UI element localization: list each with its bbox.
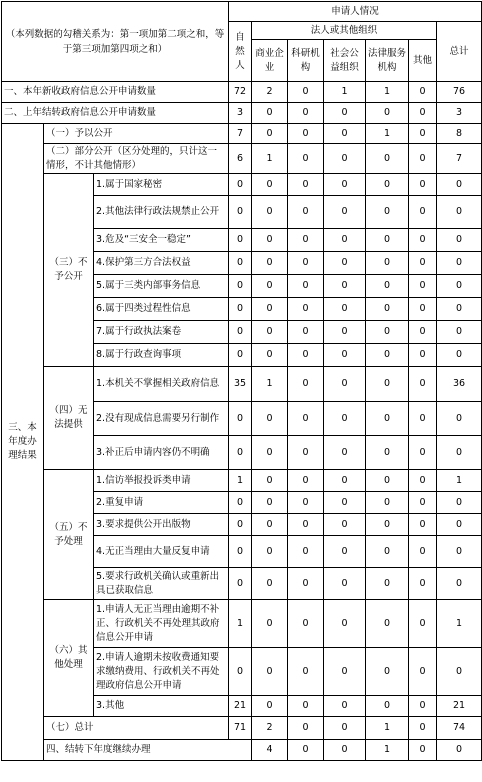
item-label: 2.重复申请	[94, 492, 229, 514]
cell: 0	[324, 717, 366, 740]
cell: 0	[324, 124, 366, 144]
cell: 0	[288, 124, 324, 144]
cell: 2	[252, 82, 288, 103]
cell: 0	[288, 103, 324, 124]
cell: 0	[324, 321, 366, 344]
cell: 0	[288, 229, 324, 252]
cell: 0	[366, 298, 409, 321]
cell: 0	[288, 568, 324, 600]
cell: 0	[366, 252, 409, 275]
cell: 0	[437, 229, 482, 252]
cell: 0	[324, 600, 366, 648]
cell: 1	[437, 600, 482, 648]
cell: 0	[288, 252, 324, 275]
cell: 0	[409, 321, 437, 344]
cell: 0	[324, 402, 366, 436]
cell: 0	[252, 600, 288, 648]
cell: 35	[229, 367, 252, 402]
cell: 0	[252, 103, 288, 124]
cell: 0	[409, 492, 437, 514]
cell: 1	[366, 124, 409, 144]
group-label: （二）部分公开（区分处理的，只计这一情形，不计其他情形）	[44, 144, 229, 174]
cell: 0	[229, 252, 252, 275]
item-label: 4.无正当理由大量反复申请	[94, 536, 229, 568]
cell: 0	[229, 648, 252, 696]
cell: 0	[229, 402, 252, 436]
row-label: 一、本年新收政府信息公开申请数量	[2, 82, 229, 103]
cell: 0	[252, 196, 288, 229]
cell: 0	[409, 402, 437, 436]
cell: 1	[437, 470, 482, 492]
item-label: 7.属于行政执法案卷	[94, 321, 229, 344]
cell: 0	[288, 436, 324, 470]
item-label: 1.申请人无正当理由逾期不补正、行政机关不再处理其政府信息公开申请	[94, 600, 229, 648]
cell: 0	[252, 492, 288, 514]
item-label: 6.属于四类过程性信息	[94, 298, 229, 321]
cell: 0	[409, 648, 437, 696]
header-sub: 其他	[409, 40, 437, 82]
cell: 0	[409, 124, 437, 144]
cell: 0	[252, 514, 288, 536]
cell: 1	[366, 717, 409, 740]
cell: 0	[288, 174, 324, 196]
cell: 0	[437, 174, 482, 196]
cell: 0	[366, 174, 409, 196]
cell: 0	[366, 696, 409, 717]
cell: 0	[366, 492, 409, 514]
cell: 0	[366, 436, 409, 470]
cell: 0	[229, 321, 252, 344]
cell: 0	[288, 696, 324, 717]
cell: 3	[229, 103, 252, 124]
cell: 6	[229, 144, 252, 174]
cell: 0	[324, 298, 366, 321]
cell: 0	[437, 568, 482, 600]
cell: 0	[409, 600, 437, 648]
cell: 0	[409, 740, 437, 761]
cell: 0	[288, 514, 324, 536]
header-sub: 法律服务机构	[366, 40, 409, 82]
cell: 0	[252, 321, 288, 344]
item-label: 2.没有现成信息需要另行制作	[94, 402, 229, 436]
cell: 0	[324, 344, 366, 367]
cell: 0	[324, 196, 366, 229]
cell: 0	[437, 492, 482, 514]
cell: 0	[409, 514, 437, 536]
cell: 0	[437, 196, 482, 229]
group-label: （三）不予公开	[44, 174, 94, 367]
cell: 0	[437, 321, 482, 344]
group-label: （一）予以公开	[44, 124, 229, 144]
cell: 0	[324, 514, 366, 536]
cell: 0	[366, 536, 409, 568]
cell: 0	[366, 196, 409, 229]
group-label: （四）无法提供	[44, 367, 94, 470]
cell: 0	[229, 536, 252, 568]
cell: 0	[288, 196, 324, 229]
cell: 71	[229, 717, 252, 740]
disclosure-table	[1, 1, 482, 761]
cell: 0	[229, 298, 252, 321]
item-label: 5.属于三类内部事务信息	[94, 275, 229, 298]
group-label: （七）总计	[44, 717, 229, 740]
cell: 0	[409, 470, 437, 492]
cell: 1	[366, 740, 409, 761]
cell: 0	[252, 648, 288, 696]
item-label: 2.申请人逾期未按收费通知要求缴纳费用、行政机关不再处理政府信息公开申请	[94, 648, 229, 696]
header-sub: 商业企业	[252, 40, 288, 82]
cell: 0	[366, 648, 409, 696]
cell: 7	[437, 144, 482, 174]
cell: 0	[252, 252, 288, 275]
item-label: 5.要求行政机关确认或重新出具已获取信息	[94, 568, 229, 600]
cell: 0	[366, 103, 409, 124]
cell: 0	[409, 82, 437, 103]
cell: 0	[324, 648, 366, 696]
item-label: 1.本机关不掌握相关政府信息	[94, 367, 229, 402]
cell: 0	[409, 275, 437, 298]
cell: 0	[288, 298, 324, 321]
cell: 0	[324, 367, 366, 402]
cell: 0	[229, 174, 252, 196]
cell: 0	[324, 252, 366, 275]
cell: 0	[229, 275, 252, 298]
cell: 0	[252, 344, 288, 367]
item-label: 2.其他法律行政法规禁止公开	[94, 196, 229, 229]
cell: 0	[252, 124, 288, 144]
cell: 0	[366, 568, 409, 600]
cell: 0	[252, 696, 288, 717]
cell: 0	[229, 196, 252, 229]
cell: 0	[288, 82, 324, 103]
cell: 0	[366, 367, 409, 402]
cell: 0	[288, 367, 324, 402]
cell: 0	[252, 470, 288, 492]
cell: 21	[229, 696, 252, 717]
header-natural-person: 自然人	[229, 22, 252, 82]
cell: 0	[252, 402, 288, 436]
cell: 0	[366, 275, 409, 298]
cell: 0	[409, 103, 437, 124]
cell: 0	[229, 492, 252, 514]
cell: 0	[288, 600, 324, 648]
cell: 0	[409, 144, 437, 174]
cell: 0	[366, 229, 409, 252]
cell: 74	[437, 717, 482, 740]
cell: 7	[229, 124, 252, 144]
header-note: （本列数据的勾稽关系为：第一项加第二项之和，等于第三项加第四项之和）	[2, 2, 229, 82]
cell: 0	[229, 344, 252, 367]
cell: 0	[288, 648, 324, 696]
cell: 0	[324, 275, 366, 298]
cell: 0	[437, 252, 482, 275]
cell: 0	[324, 174, 366, 196]
cell: 0	[288, 470, 324, 492]
cell: 0	[252, 275, 288, 298]
cell: 0	[437, 275, 482, 298]
cell: 0	[409, 298, 437, 321]
header-legal-org: 法人或其他组织	[252, 22, 437, 40]
item-label: 3.其他	[94, 696, 229, 717]
item-label: 4.保护第三方合法权益	[94, 252, 229, 275]
cell: 0	[229, 568, 252, 600]
cell: 4	[252, 740, 288, 761]
cell: 0	[229, 436, 252, 470]
cell: 0	[409, 229, 437, 252]
item-label: 3.危及“三安全一稳定”	[94, 229, 229, 252]
cell: 0	[324, 144, 366, 174]
section-3-label: 三、本年度办理结果	[2, 124, 44, 761]
cell: 0	[324, 740, 366, 761]
cell: 0	[229, 229, 252, 252]
item-label: 3.补正后申请内容仍不明确	[94, 436, 229, 470]
cell: 0	[437, 344, 482, 367]
cell: 0	[437, 536, 482, 568]
cell: 0	[288, 275, 324, 298]
cell: 0	[409, 252, 437, 275]
cell: 0	[252, 174, 288, 196]
item-label: 8.属于行政查询事项	[94, 344, 229, 367]
cell: 1	[252, 144, 288, 174]
cell: 0	[437, 402, 482, 436]
cell: 0	[252, 298, 288, 321]
group-label: （五）不予处理	[44, 470, 94, 600]
cell: 0	[437, 514, 482, 536]
cell: 0	[288, 344, 324, 367]
cell: 0	[366, 344, 409, 367]
cell: 0	[288, 717, 324, 740]
cell: 1	[229, 600, 252, 648]
row-label: 二、上年结转政府信息公开申请数量	[2, 103, 229, 124]
cell: 0	[229, 514, 252, 536]
cell: 0	[437, 436, 482, 470]
cell: 0	[366, 514, 409, 536]
cell: 0	[324, 536, 366, 568]
cell: 0	[324, 470, 366, 492]
cell: 0	[409, 717, 437, 740]
cell: 3	[437, 103, 482, 124]
cell: 0	[288, 492, 324, 514]
cell: 1	[324, 82, 366, 103]
cell: 0	[324, 103, 366, 124]
header-sub: 科研机构	[288, 40, 324, 82]
cell: 0	[324, 696, 366, 717]
cell: 72	[229, 82, 252, 103]
cell: 0	[366, 600, 409, 648]
cell: 0	[324, 436, 366, 470]
cell: 0	[409, 696, 437, 717]
cell: 0	[324, 568, 366, 600]
cell: 0	[288, 536, 324, 568]
item-label: 1.属于国家秘密	[94, 174, 229, 196]
cell: 0	[437, 648, 482, 696]
cell: 1	[252, 367, 288, 402]
group-label: （六）其他处理	[44, 600, 94, 717]
cell: 0	[409, 536, 437, 568]
cell: 0	[437, 740, 482, 761]
header-applicant: 申请人情况	[229, 2, 482, 22]
cell: 21	[437, 696, 482, 717]
cell: 0	[288, 321, 324, 344]
header-sub: 社会公益组织	[324, 40, 366, 82]
cell: 1	[229, 470, 252, 492]
item-label: 3.要求提供公开出版物	[94, 514, 229, 536]
cell: 0	[409, 568, 437, 600]
cell: 0	[409, 196, 437, 229]
cell: 2	[252, 717, 288, 740]
row-label: 四、结转下年度继续办理	[44, 740, 252, 761]
cell: 1	[366, 82, 409, 103]
cell: 0	[409, 367, 437, 402]
cell: 0	[252, 568, 288, 600]
cell: 0	[366, 402, 409, 436]
item-label: 1.信访举报投诉类申请	[94, 470, 229, 492]
cell: 0	[366, 321, 409, 344]
cell: 0	[288, 144, 324, 174]
cell: 0	[252, 229, 288, 252]
cell: 0	[409, 436, 437, 470]
cell: 0	[409, 344, 437, 367]
cell: 0	[366, 144, 409, 174]
cell: 0	[324, 229, 366, 252]
cell: 8	[437, 124, 482, 144]
cell: 76	[437, 82, 482, 103]
cell: 0	[252, 436, 288, 470]
cell: 0	[437, 298, 482, 321]
cell: 0	[252, 536, 288, 568]
cell: 0	[288, 740, 324, 761]
cell: 0	[366, 470, 409, 492]
cell: 0	[324, 492, 366, 514]
cell: 0	[409, 174, 437, 196]
cell: 0	[288, 402, 324, 436]
cell: 36	[437, 367, 482, 402]
header-total: 总计	[437, 22, 482, 82]
